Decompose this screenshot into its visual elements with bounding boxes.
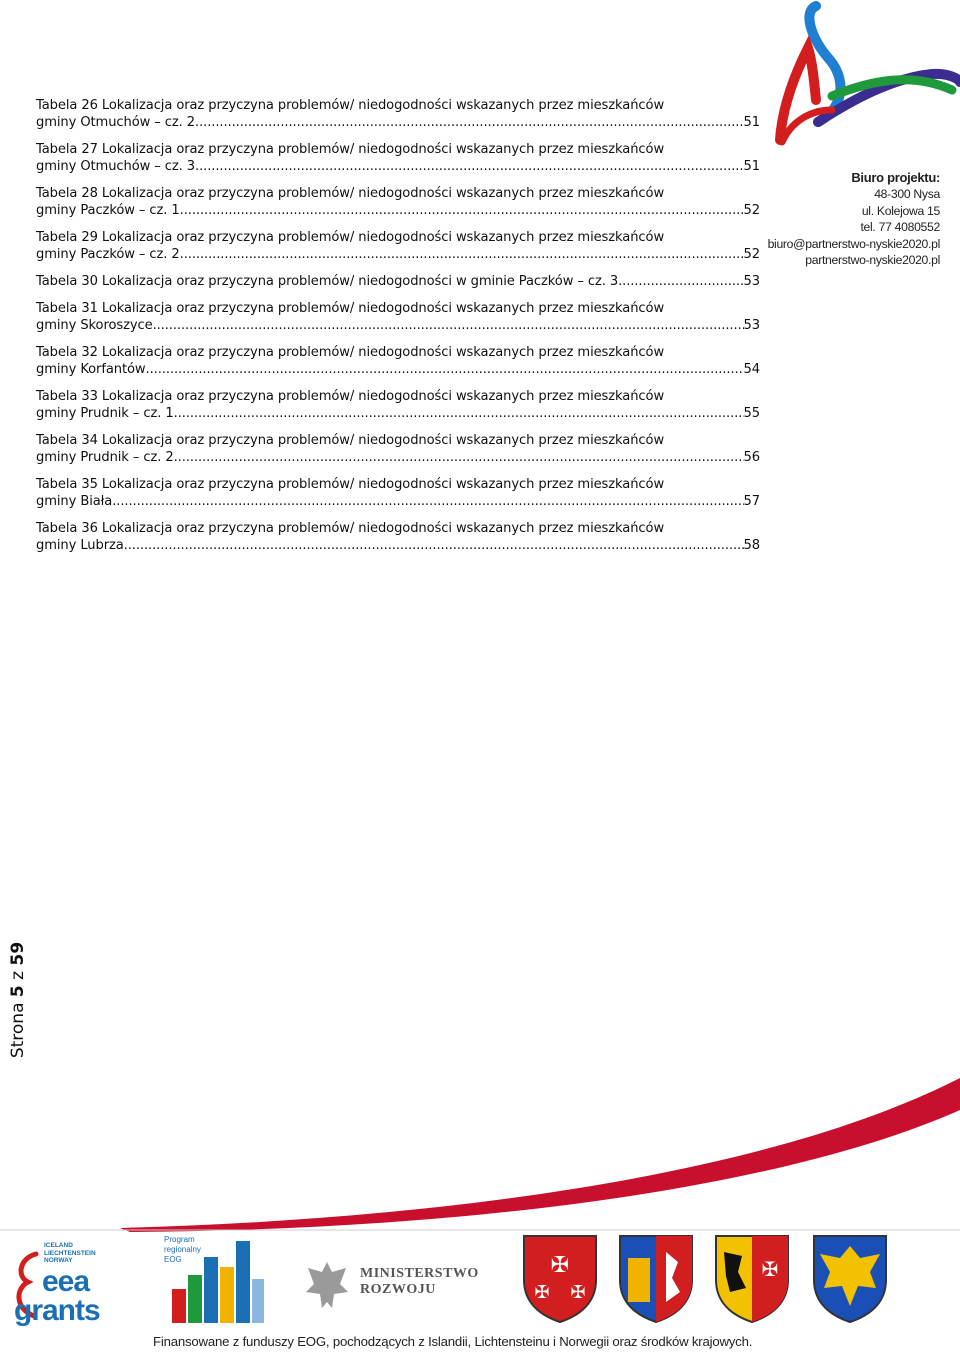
toc-entry-title: Tabela 28 Lokalizacja oraz przyczyna problemów/ niedogodności wskazanych przez mieszkańców (36, 186, 665, 201)
toc-entry-title: Tabela 33 Lokalizacja oraz przyczyna problemów/ niedogodności wskazanych przez mieszkańców (36, 388, 665, 404)
svg-text:✠: ✠ (550, 1253, 570, 1278)
office-title: Biuro projektu: (851, 170, 940, 185)
crest-1-icon (520, 1232, 600, 1324)
toc-entry-title: Tabela 26 Lokalizacja oraz przyczyna problemów/ niedogodności wskazanych przez mieszkańców (36, 98, 665, 113)
footer-swoosh (0, 1070, 960, 1240)
toc-page-number: 52 (743, 247, 760, 263)
toc-entry-title: Tabela 35 Lokalizacja oraz przyczyna problemów/ niedogodności wskazanych przez mieszkańców (36, 476, 665, 492)
toc-entry[interactable] (36, 141, 760, 176)
footer-logos (0, 1222, 960, 1332)
toc-entry-title: Tabela 32 Lokalizacja oraz przyczyna problemów/ niedogodności wskazanych przez mieszkańców (36, 344, 665, 360)
funding-note: Finansowane z funduszy EOG, pochodzących z Islandii, Lichtensteinu i Norwegii oraz środków krajowych. (153, 1334, 753, 1349)
toc-page-number: 53 (743, 318, 760, 333)
toc-entry-subject: gminy Paczków – cz. 2 (36, 247, 180, 263)
toc-leader-dots (180, 246, 744, 263)
polish-eagle-icon (302, 1258, 352, 1314)
eea-grants-logo (10, 1242, 140, 1332)
toc-page-number: 56 (743, 450, 760, 465)
toc-leader-dots (153, 317, 744, 334)
toc-leader-dots (124, 537, 744, 554)
partnership-logo (772, 0, 960, 165)
toc-entry-title: Tabela 36 Lokalizacja oraz przyczyna problemów/ niedogodności wskazanych przez mieszkańców (36, 520, 665, 536)
page-number (4, 940, 32, 1060)
toc-leader-dots (195, 114, 744, 131)
table-of-tables (36, 97, 760, 564)
toc-entry-subject: gminy Prudnik – cz. 2 (36, 450, 174, 465)
page-separator: z (8, 970, 28, 980)
toc-entry[interactable] (36, 185, 760, 220)
toc-page-number: 58 (743, 538, 760, 553)
toc-page-number: 52 (743, 203, 760, 219)
toc-entry[interactable] (36, 432, 760, 467)
toc-leader-dots (174, 405, 744, 422)
toc-page-number: 51 (743, 115, 760, 131)
project-office-info (768, 170, 940, 268)
toc-entry[interactable] (36, 388, 760, 423)
page-current: 5 (8, 985, 28, 998)
grants-word: grants (14, 1294, 100, 1327)
office-email[interactable]: biuro@partnerstwo-nyskie2020.pl (767, 236, 940, 251)
regional-program-logo (160, 1227, 270, 1327)
toc-entry-subject: gminy Otmuchów – cz. 3 (36, 159, 196, 175)
office-phone: tel. 77 4080552 (860, 220, 940, 235)
toc-leader-dots (180, 202, 744, 219)
toc-page-number: 57 (743, 494, 760, 509)
toc-leader-dots (195, 158, 744, 175)
toc-page-number: 51 (743, 159, 760, 175)
toc-entry-subject: gminy Skoroszyce (36, 318, 153, 333)
svg-text:✠: ✠ (534, 1282, 550, 1303)
toc-entry[interactable] (36, 300, 760, 335)
toc-page-number: 53 (743, 274, 760, 289)
toc-entry-subject: gminy Lubrza (36, 538, 124, 553)
toc-entry-subject: Tabela 30 Lokalizacja oraz przyczyna problemów/ niedogodności w gminie Paczków – cz. 3 (36, 274, 619, 289)
toc-page-number: 55 (743, 406, 760, 421)
toc-leader-dots (618, 273, 743, 290)
toc-entry-subject: gminy Korfantów (36, 362, 146, 377)
toc-entry-subject: gminy Biała (36, 494, 113, 509)
toc-entry[interactable] (36, 476, 760, 511)
toc-entry[interactable] (36, 273, 760, 290)
program-text: Program regionalny EOG (164, 1235, 201, 1264)
ministry-text: MINISTERSTWO ROZWOJU (360, 1266, 479, 1297)
toc-entry-title: Tabela 34 Lokalizacja oraz przyczyna problemów/ niedogodności wskazanych przez mieszkańców (36, 432, 665, 448)
toc-entry-title: Tabela 29 Lokalizacja oraz przyczyna problemów/ niedogodności wskazanych przez mieszkańców (36, 230, 665, 245)
toc-entry[interactable] (36, 229, 760, 264)
city-skyline-icon (160, 1227, 270, 1327)
toc-entry[interactable] (36, 520, 760, 555)
toc-page-number: 54 (743, 362, 760, 377)
toc-leader-dots (174, 449, 744, 466)
toc-leader-dots (112, 493, 743, 510)
svg-text:✠: ✠ (761, 1257, 779, 1281)
office-street: ul. Kolejowa 15 (861, 203, 940, 218)
toc-entry-subject: gminy Otmuchów – cz. 2 (36, 115, 196, 131)
toc-entry[interactable] (36, 344, 760, 379)
toc-entry-title: Tabela 31 Lokalizacja oraz przyczyna problemów/ niedogodności wskazanych przez mieszkańców (36, 300, 665, 316)
toc-entry-title: Tabela 27 Lokalizacja oraz przyczyna problemów/ niedogodności wskazanych przez mieszkańców (36, 142, 665, 157)
office-postcode: 48-300 Nysa (874, 187, 940, 202)
office-website[interactable]: partnerstwo-nyskie2020.pl (805, 253, 940, 268)
page-total: 59 (8, 941, 28, 966)
eea-countries: ICELAND LIECHTENSTEIN NORWAY (44, 1242, 96, 1264)
toc-entry-subject: gminy Paczków – cz. 1 (36, 203, 180, 219)
crest-2-icon (616, 1232, 696, 1324)
toc-entry[interactable] (36, 97, 760, 132)
svg-text:✠: ✠ (570, 1282, 586, 1303)
toc-leader-dots (146, 361, 744, 378)
crest-3-icon (712, 1232, 792, 1324)
toc-entry-subject: gminy Prudnik – cz. 1 (36, 406, 174, 421)
crest-4-icon (810, 1232, 890, 1324)
page-prefix: Strona (8, 1002, 28, 1059)
ministry-logo (296, 1252, 479, 1322)
eea-word: eea (42, 1265, 90, 1298)
